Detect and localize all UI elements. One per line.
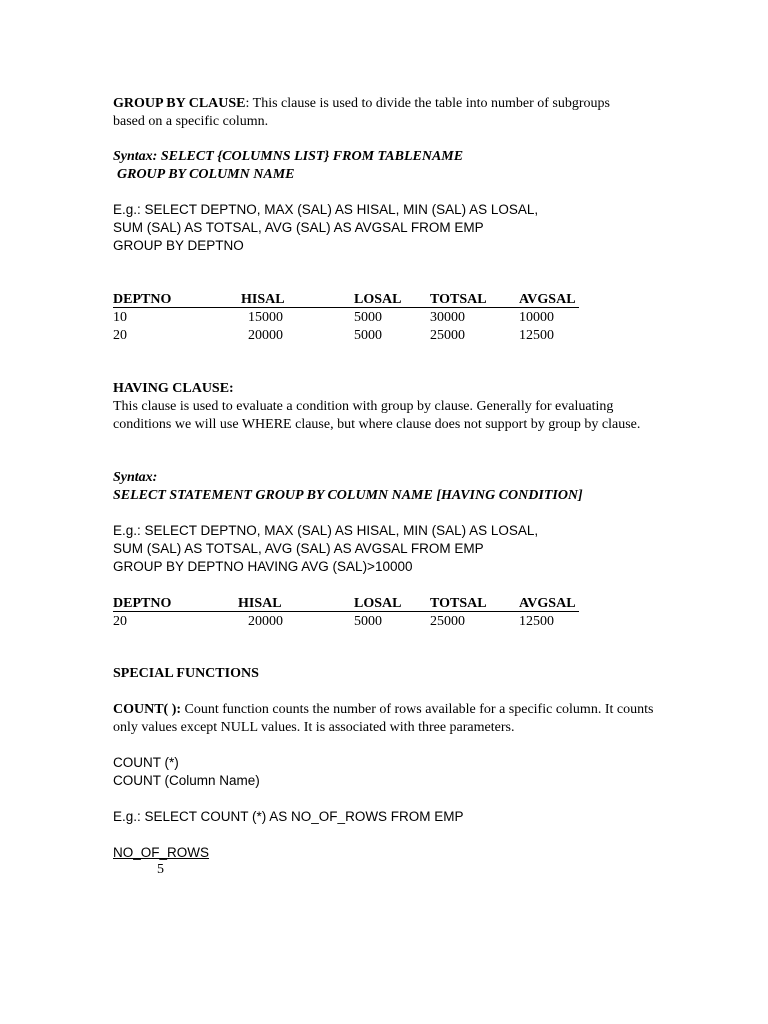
table-cell: 20000 <box>248 328 283 343</box>
having-syntax-label: Syntax: <box>113 470 158 485</box>
count-form: COUNT (*) <box>113 755 179 770</box>
table2-header-losal: LOSAL <box>354 596 402 611</box>
table1-header-rule <box>113 307 579 308</box>
table-cell: 5000 <box>354 310 382 325</box>
group-by-example-line: GROUP BY DEPTNO <box>113 238 244 253</box>
count-paragraph <box>113 701 658 736</box>
table-cell: 20 <box>113 328 127 343</box>
having-description: This clause is used to evaluate a condition with group by clause. Generally for evaluating conditions we will use WHERE clause, but where clause does not support by group by clause. <box>113 399 641 432</box>
table-cell: 10 <box>113 310 127 325</box>
group-by-description: : This clause is used to divide the table into number of subgroups <box>245 96 610 111</box>
table-cell: 10000 <box>519 310 554 325</box>
count-form: COUNT (Column Name) <box>113 773 260 788</box>
table-cell: 12500 <box>519 328 554 343</box>
group-by-syntax-line1: Syntax: SELECT {COLUMNS LIST} FROM TABLENAME <box>113 149 464 164</box>
table2-header-deptno: DEPTNO <box>113 596 172 611</box>
group-by-example-line: SUM (SAL) AS TOTSAL, AVG (SAL) AS AVGSAL FROM EMP <box>113 220 484 235</box>
table1-header-losal: LOSAL <box>354 292 402 307</box>
having-example-line: SUM (SAL) AS TOTSAL, AVG (SAL) AS AVGSAL FROM EMP <box>113 541 484 556</box>
special-functions-heading: SPECIAL FUNCTIONS <box>113 666 259 681</box>
count-result-value: 5 <box>157 862 164 877</box>
group-by-intro <box>113 95 610 112</box>
table-cell: 5000 <box>354 614 382 629</box>
table-cell: 5000 <box>354 328 382 343</box>
table-cell: 25000 <box>430 328 465 343</box>
table1-header-avgsal: AVGSAL <box>519 292 576 307</box>
table-cell: 12500 <box>519 614 554 629</box>
having-syntax-statement: SELECT STATEMENT GROUP BY COLUMN NAME [HAVING CONDITION] <box>113 488 583 503</box>
table2-header-hisal: HISAL <box>238 596 282 611</box>
count-label: COUNT( ): <box>113 702 182 717</box>
group-by-heading: GROUP BY CLAUSE <box>113 96 246 111</box>
table2-header-rule <box>113 611 579 612</box>
having-heading: HAVING CLAUSE: <box>113 381 234 396</box>
count-description: Count function counts the number of rows available for a specific column. It counts only values except NULL values. It is associated with three parameters. <box>113 702 654 735</box>
group-by-description-cont: based on a specific column. <box>113 114 269 129</box>
group-by-syntax-line2: GROUP BY COLUMN NAME <box>117 167 295 182</box>
count-example: E.g.: SELECT COUNT (*) AS NO_OF_ROWS FROM EMP <box>113 809 464 824</box>
having-example-line: E.g.: SELECT DEPTNO, MAX (SAL) AS HISAL, MIN (SAL) AS LOSAL, <box>113 523 539 538</box>
having-example-line: GROUP BY DEPTNO HAVING AVG (SAL)>10000 <box>113 559 413 574</box>
table-cell: 20 <box>113 614 127 629</box>
table-cell: 20000 <box>248 614 283 629</box>
table1-header-totsal: TOTSAL <box>430 292 487 307</box>
table2-header-totsal: TOTSAL <box>430 596 487 611</box>
table1-header-deptno: DEPTNO <box>113 292 172 307</box>
group-by-example-line: E.g.: SELECT DEPTNO, MAX (SAL) AS HISAL, MIN (SAL) AS LOSAL, <box>113 202 539 217</box>
count-result-header: NO_OF_ROWS <box>113 845 210 860</box>
table1-header-hisal: HISAL <box>241 292 285 307</box>
table-cell: 30000 <box>430 310 465 325</box>
table-cell: 15000 <box>248 310 283 325</box>
table2-header-avgsal: AVGSAL <box>519 596 576 611</box>
table-cell: 25000 <box>430 614 465 629</box>
